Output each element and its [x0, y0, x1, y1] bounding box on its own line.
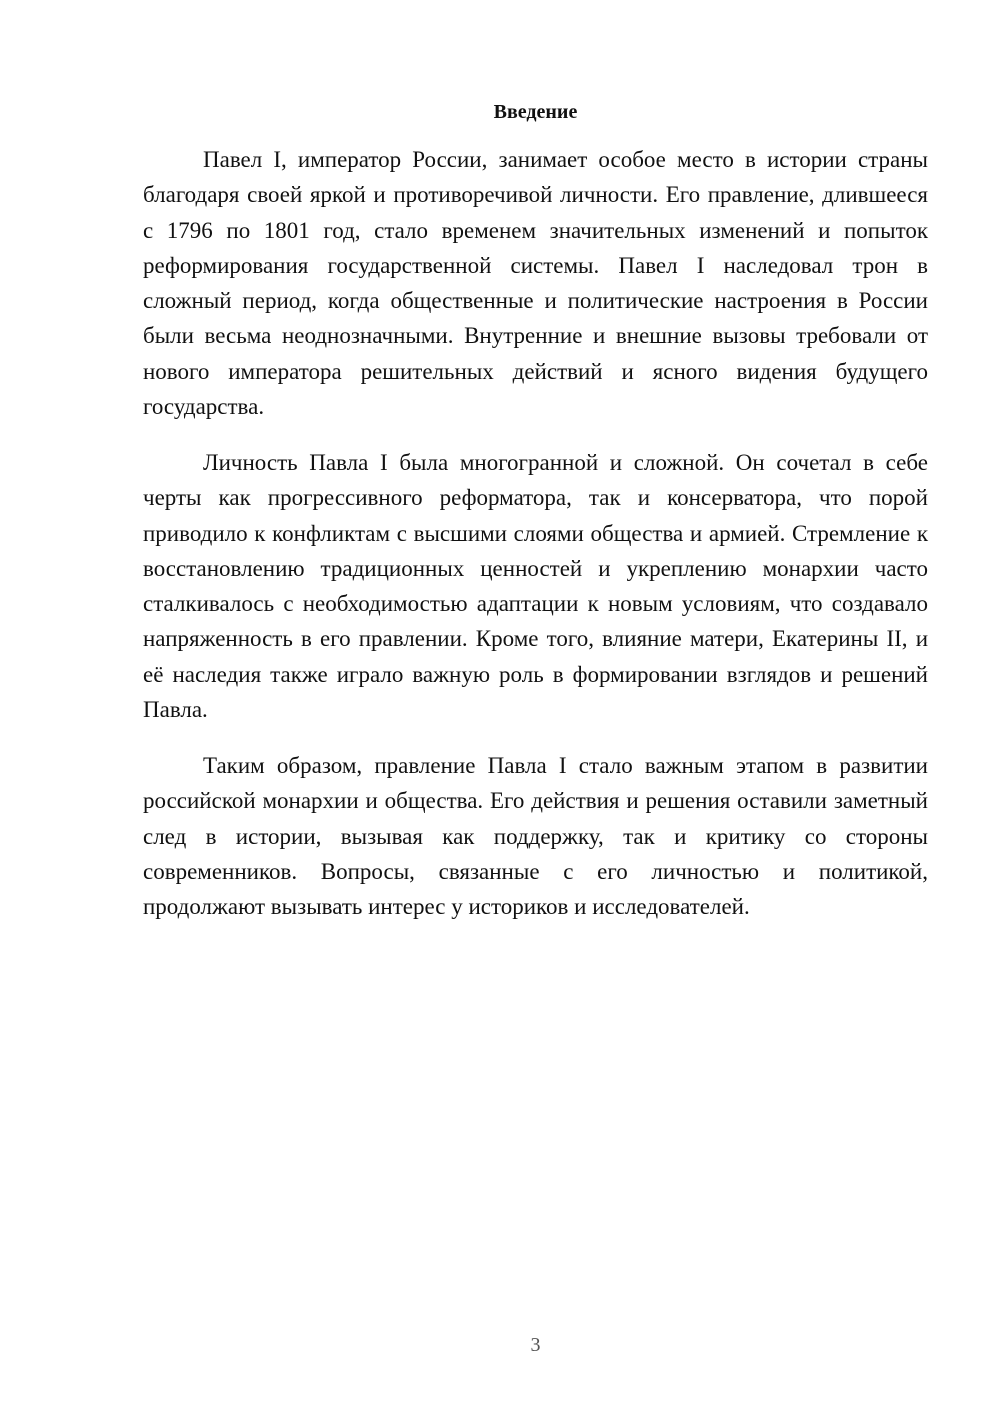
paragraph-1: Павел I, император России, занимает особое место в истории страны благодаря своей яркой и противоречивой личности. Его правление, длившееся с 1796 по 1801 год, стало временем значительных изменений и попыток реформирования государственной системы. Павел I наследовал трон в сложный период, когда общественные и политические настроения в России были весьма неоднозначными. Внутренние и внешние вызовы требовали от нового императора решительных действий и ясного видения будущего государства. [143, 147, 928, 420]
paragraph-2: Личность Павла I была многогранной и сложной. Он сочетал в себе черты как прогрессивного реформатора, так и консерватора, что порой приводило к конфликтам с высшими слоями общества и армией. Стремление к восстановлению традиционных ценностей и укреплению монархии часто сталкивалось с необходимостью адаптации к новым условиям, что создавало напряженность в его правлении. Кроме того, влияние матери, Екатерины II, и её наследия также играло важную роль в формировании взглядов и решений Павла. [143, 450, 928, 723]
page-number: 3 [530, 1334, 541, 1356]
section-heading: Введение [493, 101, 578, 123]
paragraph-3: Таким образом, правление Павла I стало важным этапом в развитии российской монархии и общества. Его действия и решения оставили заметный след в истории, вызывая как поддержку, так и критику со стороны современников. Вопросы, связанные с его личностью и политикой, продолжают вызывать интерес у историков и исследователей. [143, 753, 928, 920]
